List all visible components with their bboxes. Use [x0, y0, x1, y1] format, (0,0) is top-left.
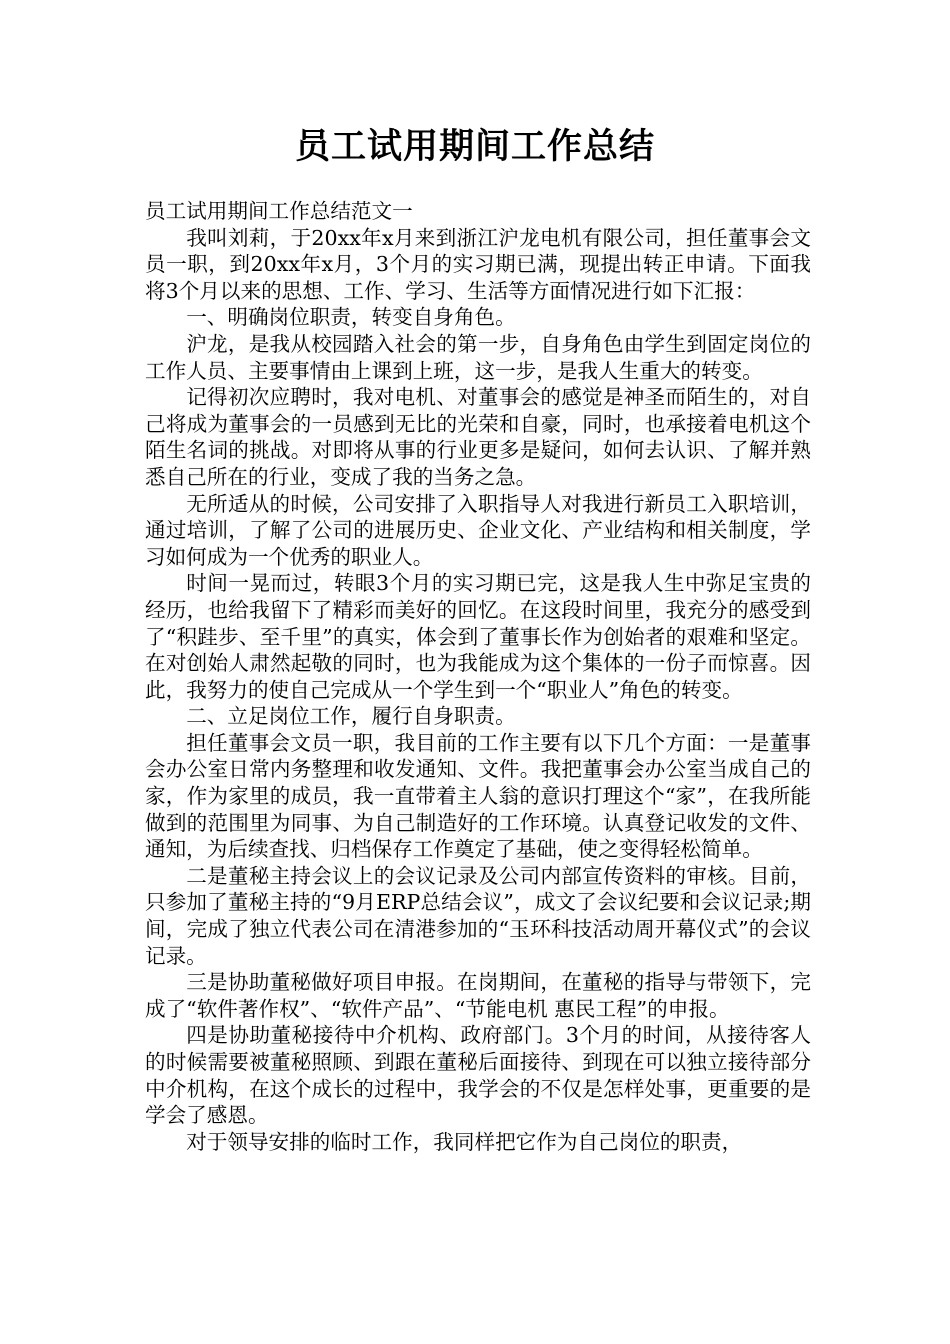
paragraph: 我叫刘莉，于20xx年x月来到浙江沪龙电机有限公司，担任董事会文员一职，到20xx年x月，3个月的实习期已满，现提出转正申请。下面我将3个月以来的思想、工作、学习、生活等方面情况进行如下汇报：	[145, 225, 811, 303]
paragraph: 三是协助董秘做好项目申报。在岗期间，在董秘的指导与带领下，完成了“软件著作权”、“软件产品”、“节能电机 惠民工程”的申报。	[145, 970, 811, 1021]
paragraph: 二是董秘主持会议上的会议记录及公司内部宣传资料的审核。目前，只参加了董秘主持的“9月ERP总结会议”，成文了会议纪要和会议记录;期间，完成了独立代表公司在清港参加的“玉环科技活动周开幕仪式”的会议记录。	[145, 863, 811, 968]
page-title: 员工试用期间工作总结	[294, 127, 655, 167]
paragraph: 时间一晃而过，转眼3个月的实习期已完，这是我人生中弥足宝贵的经历，也给我留下了精彩而美好的回忆。在这段时间里，我充分的感受到了“积跬步、至千里”的真实，体会到了董事长作为创始者的艰难和坚定。在对创始人肃然起敬的同时，也为我能成为这个集体的一份子而惊喜。因此，我努力的使自己完成从一个学生到一个“职业人”角色的转变。	[145, 571, 811, 702]
paragraph: 记得初次应聘时，我对电机、对董事会的感觉是神圣而陌生的，对自己将成为董事会的一员感到无比的光荣和自豪，同时，也承接着电机这个陌生名词的挑战。对即将从事的行业更多是疑问，如何去认识、了解并熟悉自己所在的行业，变成了我的当务之急。	[145, 385, 811, 489]
paragraph: 无所适从的时候，公司安排了入职指导人对我进行新员工入职培训，通过培训，了解了公司的进展历史、企业文化、产业结构和相关制度，学习如何成为一个优秀的职业人。	[145, 491, 811, 569]
section-heading: 一、明确岗位职责，转变自身角色。	[186, 305, 516, 330]
document-subtitle: 员工试用期间工作总结范文一	[145, 199, 413, 223]
paragraph: 沪龙，是我从校园踏入社会的第一步，自身角色由学生到固定岗位的工作人员、主要事情由上课到上班，这一步，是我人生重大的转变。	[145, 331, 811, 383]
paragraph: 担任董事会文员一职，我目前的工作主要有以下几个方面：一是董事会办公室日常内务整理和收发通知、文件。我把董事会办公室当成自己的家，作为家里的成员，我一直带着主人翁的意识打理这个“家”，在我所能做到的范围里为同事、为自己制造好的工作环境。认真登记收发的文件、通知，为后续查找、归档保存工作奠定了基础，使之变得轻松简单。	[145, 730, 811, 862]
paragraph: 四是协助董秘接待中介机构、政府部门。3个月的时间，从接待客人的时候需要被董秘照顾、到跟在董秘后面接待、到现在可以独立接待部分中介机构，在这个成长的过程中，我学会的不仅是怎样处事，更重要的是学会了感恩。	[145, 1023, 811, 1128]
document-body	[145, 198, 811, 1155]
section-heading: 二、立足岗位工作，履行自身职责。	[186, 704, 516, 729]
paragraph: 对于领导安排的临时工作，我同样把它作为自己岗位的职责，	[186, 1129, 743, 1154]
